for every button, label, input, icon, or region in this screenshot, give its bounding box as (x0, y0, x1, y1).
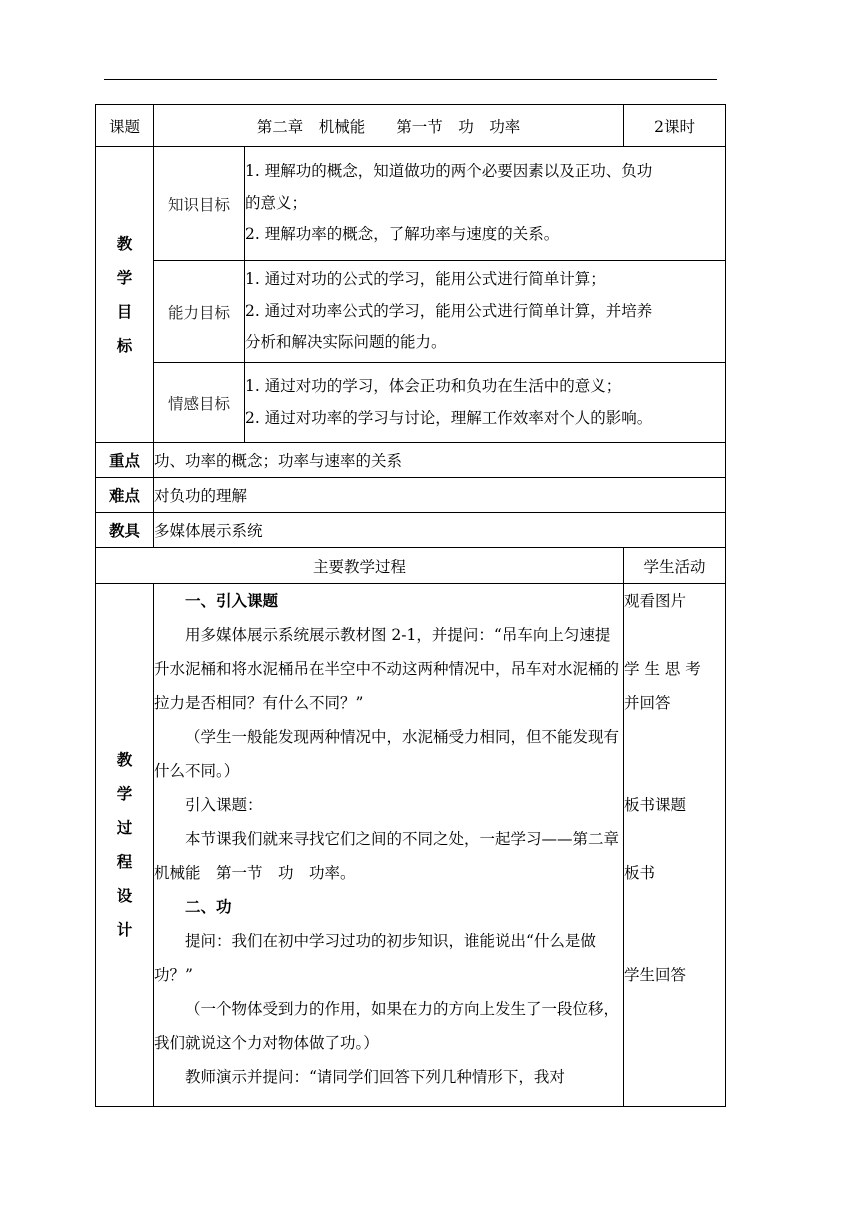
key-points-label: 重点 (96, 443, 154, 478)
section-heading-work: 二、功 (185, 898, 232, 916)
paragraph: 用多媒体展示系统展示教材图 2-1，并提问：“吊车向上匀速提升水泥桶和将水泥桶吊在半空中不动这两种情况中，吊车对水泥桶的拉力是否相同？有什么不同？” (154, 626, 620, 712)
key-points-text: 功、功率的概念；功率与速率的关系 (154, 443, 726, 478)
difficulty-text: 对负功的理解 (154, 478, 726, 513)
tools-row (96, 513, 726, 548)
objective-text-ability: 1. 通过对功的公式的学习，能用公式进行简单计算； 2. 通过对功率公式的学习，能用公式进行简单计算，并培养 分析和解决实际问题的能力。 (245, 261, 726, 363)
activity (624, 924, 725, 958)
objective-label-emotion: 情感目标 (154, 363, 245, 443)
process-header-row (96, 548, 726, 584)
periods-cell: 2课时 (624, 105, 726, 147)
activity: 学生回答 (624, 966, 687, 984)
activity: 观看图片 (624, 592, 687, 610)
topic-label: 课题 (96, 105, 154, 147)
topic-title: 第二章 机械能 第一节 功 功率 (154, 105, 624, 147)
process-header-student: 学生活动 (624, 548, 726, 584)
activity (624, 890, 725, 924)
process-label: 教 学 过 程 设 计 (96, 584, 154, 1107)
header-rule (104, 79, 717, 80)
process-header-main: 主要教学过程 (96, 548, 624, 584)
paragraph: 引入课题： (185, 796, 263, 814)
activity (624, 618, 725, 652)
difficulty-row (96, 478, 726, 513)
activity: 学 生 思 考 (624, 660, 701, 678)
activity (624, 754, 725, 788)
activity: 并回答 (624, 694, 671, 712)
difficulty-label: 难点 (96, 478, 154, 513)
tools-label: 教具 (96, 513, 154, 548)
objective-label-ability: 能力目标 (154, 261, 245, 363)
objective-row-knowledge (96, 147, 726, 261)
paragraph: 提问：我们在初中学习过功的初步知识，谁能说出“什么是做功？” (154, 932, 596, 984)
paragraph: 教师演示并提问：“请同学们回答下列几种情形下，我对 (185, 1068, 565, 1086)
activity (624, 720, 725, 754)
objective-label-knowledge: 知识目标 (154, 147, 245, 261)
process-content (154, 584, 635, 1107)
activity: 板书 (624, 864, 656, 882)
objective-row-ability (96, 261, 726, 363)
tools-text: 多媒体展示系统 (154, 513, 726, 548)
paragraph: （学生一般能发现两种情况中，水泥桶受力相同，但不能发现有什么不同。） (154, 728, 620, 780)
student-activities (624, 584, 726, 1107)
activity (624, 822, 725, 856)
lesson-plan-table (95, 104, 726, 1107)
objective-text-emotion: 1. 通过对功的学习，体会正功和负功在生活中的意义； 2. 通过对功率的学习与讨论，理解工作效率对个人的影响。 (245, 363, 726, 443)
key-points-row (96, 443, 726, 478)
objective-text-knowledge: 1. 理解功的概念，知道做功的两个必要因素以及正功、负功 的意义； 2. 理解功率的概念，了解功率与速度的关系。 (245, 147, 726, 261)
paragraph: 本节课我们就来寻找它们之间的不同之处，一起学习——第二章 机械能 第一节 功 功率。 (154, 830, 635, 882)
objective-row-emotion (96, 363, 726, 443)
process-row (96, 584, 726, 1107)
objectives-label: 教 学 目 标 (96, 147, 154, 443)
topic-row (96, 105, 726, 147)
section-heading-intro: 一、引入课题 (185, 592, 279, 610)
activity: 板书课题 (624, 796, 687, 814)
paragraph: （一个物体受到力的作用，如果在力的方向上发生了一段位移，我们就说这个力对物体做了功。） (154, 1000, 620, 1052)
